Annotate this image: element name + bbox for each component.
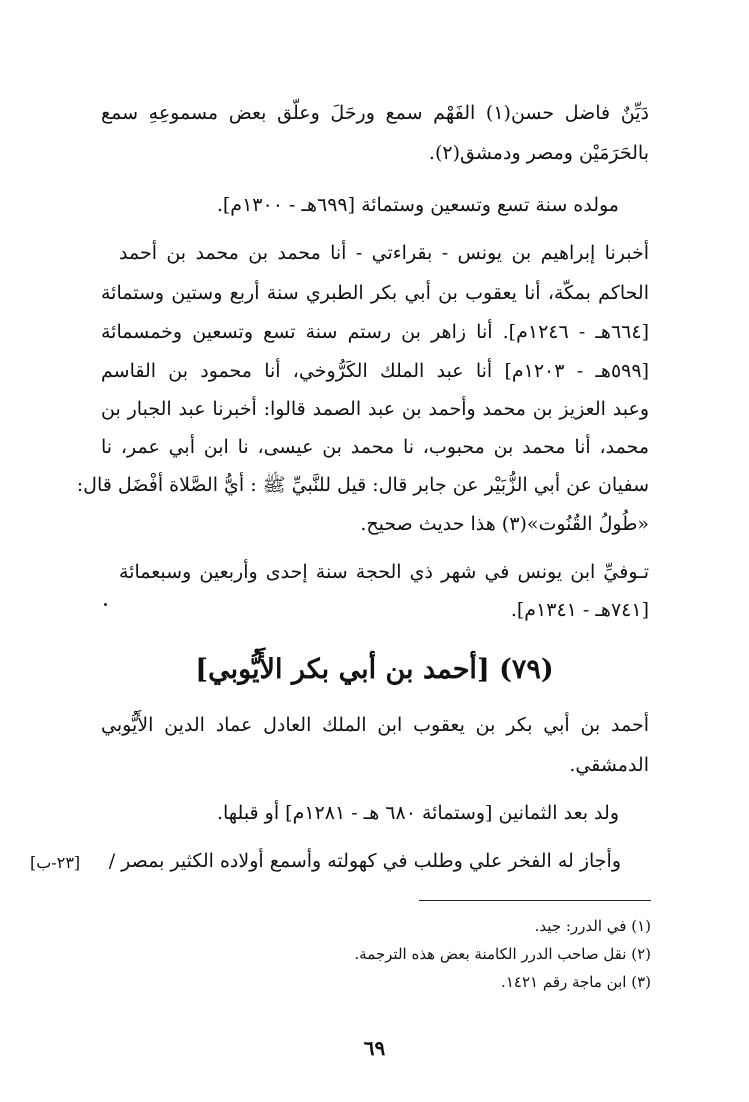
text-line: محمد، أنا محمد بن محبوب، نا محمد بن عيسى، نا ابن أبي عمر، نا: [101, 436, 649, 458]
text-line: [٦٦٤هـ - ١٢٤٦م]. أنا زاهر بن رستم سنة تسع وتسعين وخمسمائة: [101, 321, 649, 343]
text-line: «طُولُ القُنُوت»(٣) هذا حديث صحيح.: [360, 513, 649, 535]
text-line: ولد بعد الثمانين [وستمائة ٦٨٠ هـ - ١٢٨١م] أو قبلها.: [216, 802, 619, 824]
entry-heading: (٧٩) [أحمد بن أبي بكر الأَيُّوبي]: [195, 654, 554, 685]
page-number: ٦٩: [363, 1036, 386, 1060]
text-line: أخبرنا إبراهيم بن يونس - بقراءتي - أنا محمد بن محمد بن أحمد: [119, 242, 649, 264]
text-line: وعبد العزيز بن محمد وأحمد بن عبد الصمد قالوا: أخبرنا عبد الجبار بن: [101, 398, 649, 420]
text-line: الحاكم بمكّة، أنا يعقوب بن أبي بكر الطبري سنة أربع وستين وستمائة: [101, 282, 649, 304]
footnote: (٣) ابن ماجة رقم ١٤٢١.: [501, 973, 651, 991]
footnote: (١) في الدرر: جيد.: [534, 917, 651, 935]
footnote: (٢) نقل صاحب الدرر الكامنة بعض هذه الترجمة.: [354, 945, 651, 963]
text-line: دَيِّنٌ فاضل حسن(١) الفَهْم سمع ورحَلَ وعلّق بعض مسموعِهِ سمع: [101, 102, 649, 124]
manuscript-folio-note: [٢٣-ب]: [30, 853, 81, 872]
text-line: أحمد بن أبي بكر بن يعقوب ابن الملك العادل عماد الدين الأَيُّوبي: [101, 714, 649, 736]
text-line: بالحَرَمَيْن ومصر ودمشق(٢).: [428, 142, 649, 164]
text-line: الدمشقي.: [569, 754, 649, 776]
text-line: تـوفيِّ ابن يونس في شهر ذي الحجة سنة إحدى وأربعين وسبعمائة: [119, 561, 649, 583]
text-line: [٥٩٩هـ - ١٢٠٣م] أنا عبد الملك الكَرُّوخي، أنا محمود بن القاسم: [101, 360, 649, 382]
footnote-separator: [419, 900, 651, 901]
text-line: سفيان عن أبي الزُّبَيْر عن جابر قال: قيل للنَّبيِّ ﷺ : أيُّ الصَّلاة أفْضَل قال:: [76, 474, 649, 496]
stray-mark: [104, 603, 107, 606]
text-line: [٧٤١هـ - ١٣٤١م].: [510, 599, 649, 621]
text-line: مولده سنة تسع وتسعين وستمائة [٦٩٩هـ - ١٣٠٠م].: [216, 194, 619, 216]
text-line: وأجاز له الفخر علي وطلب في كهولته وأسمع أولاده الكثير بمصر /: [108, 850, 621, 872]
